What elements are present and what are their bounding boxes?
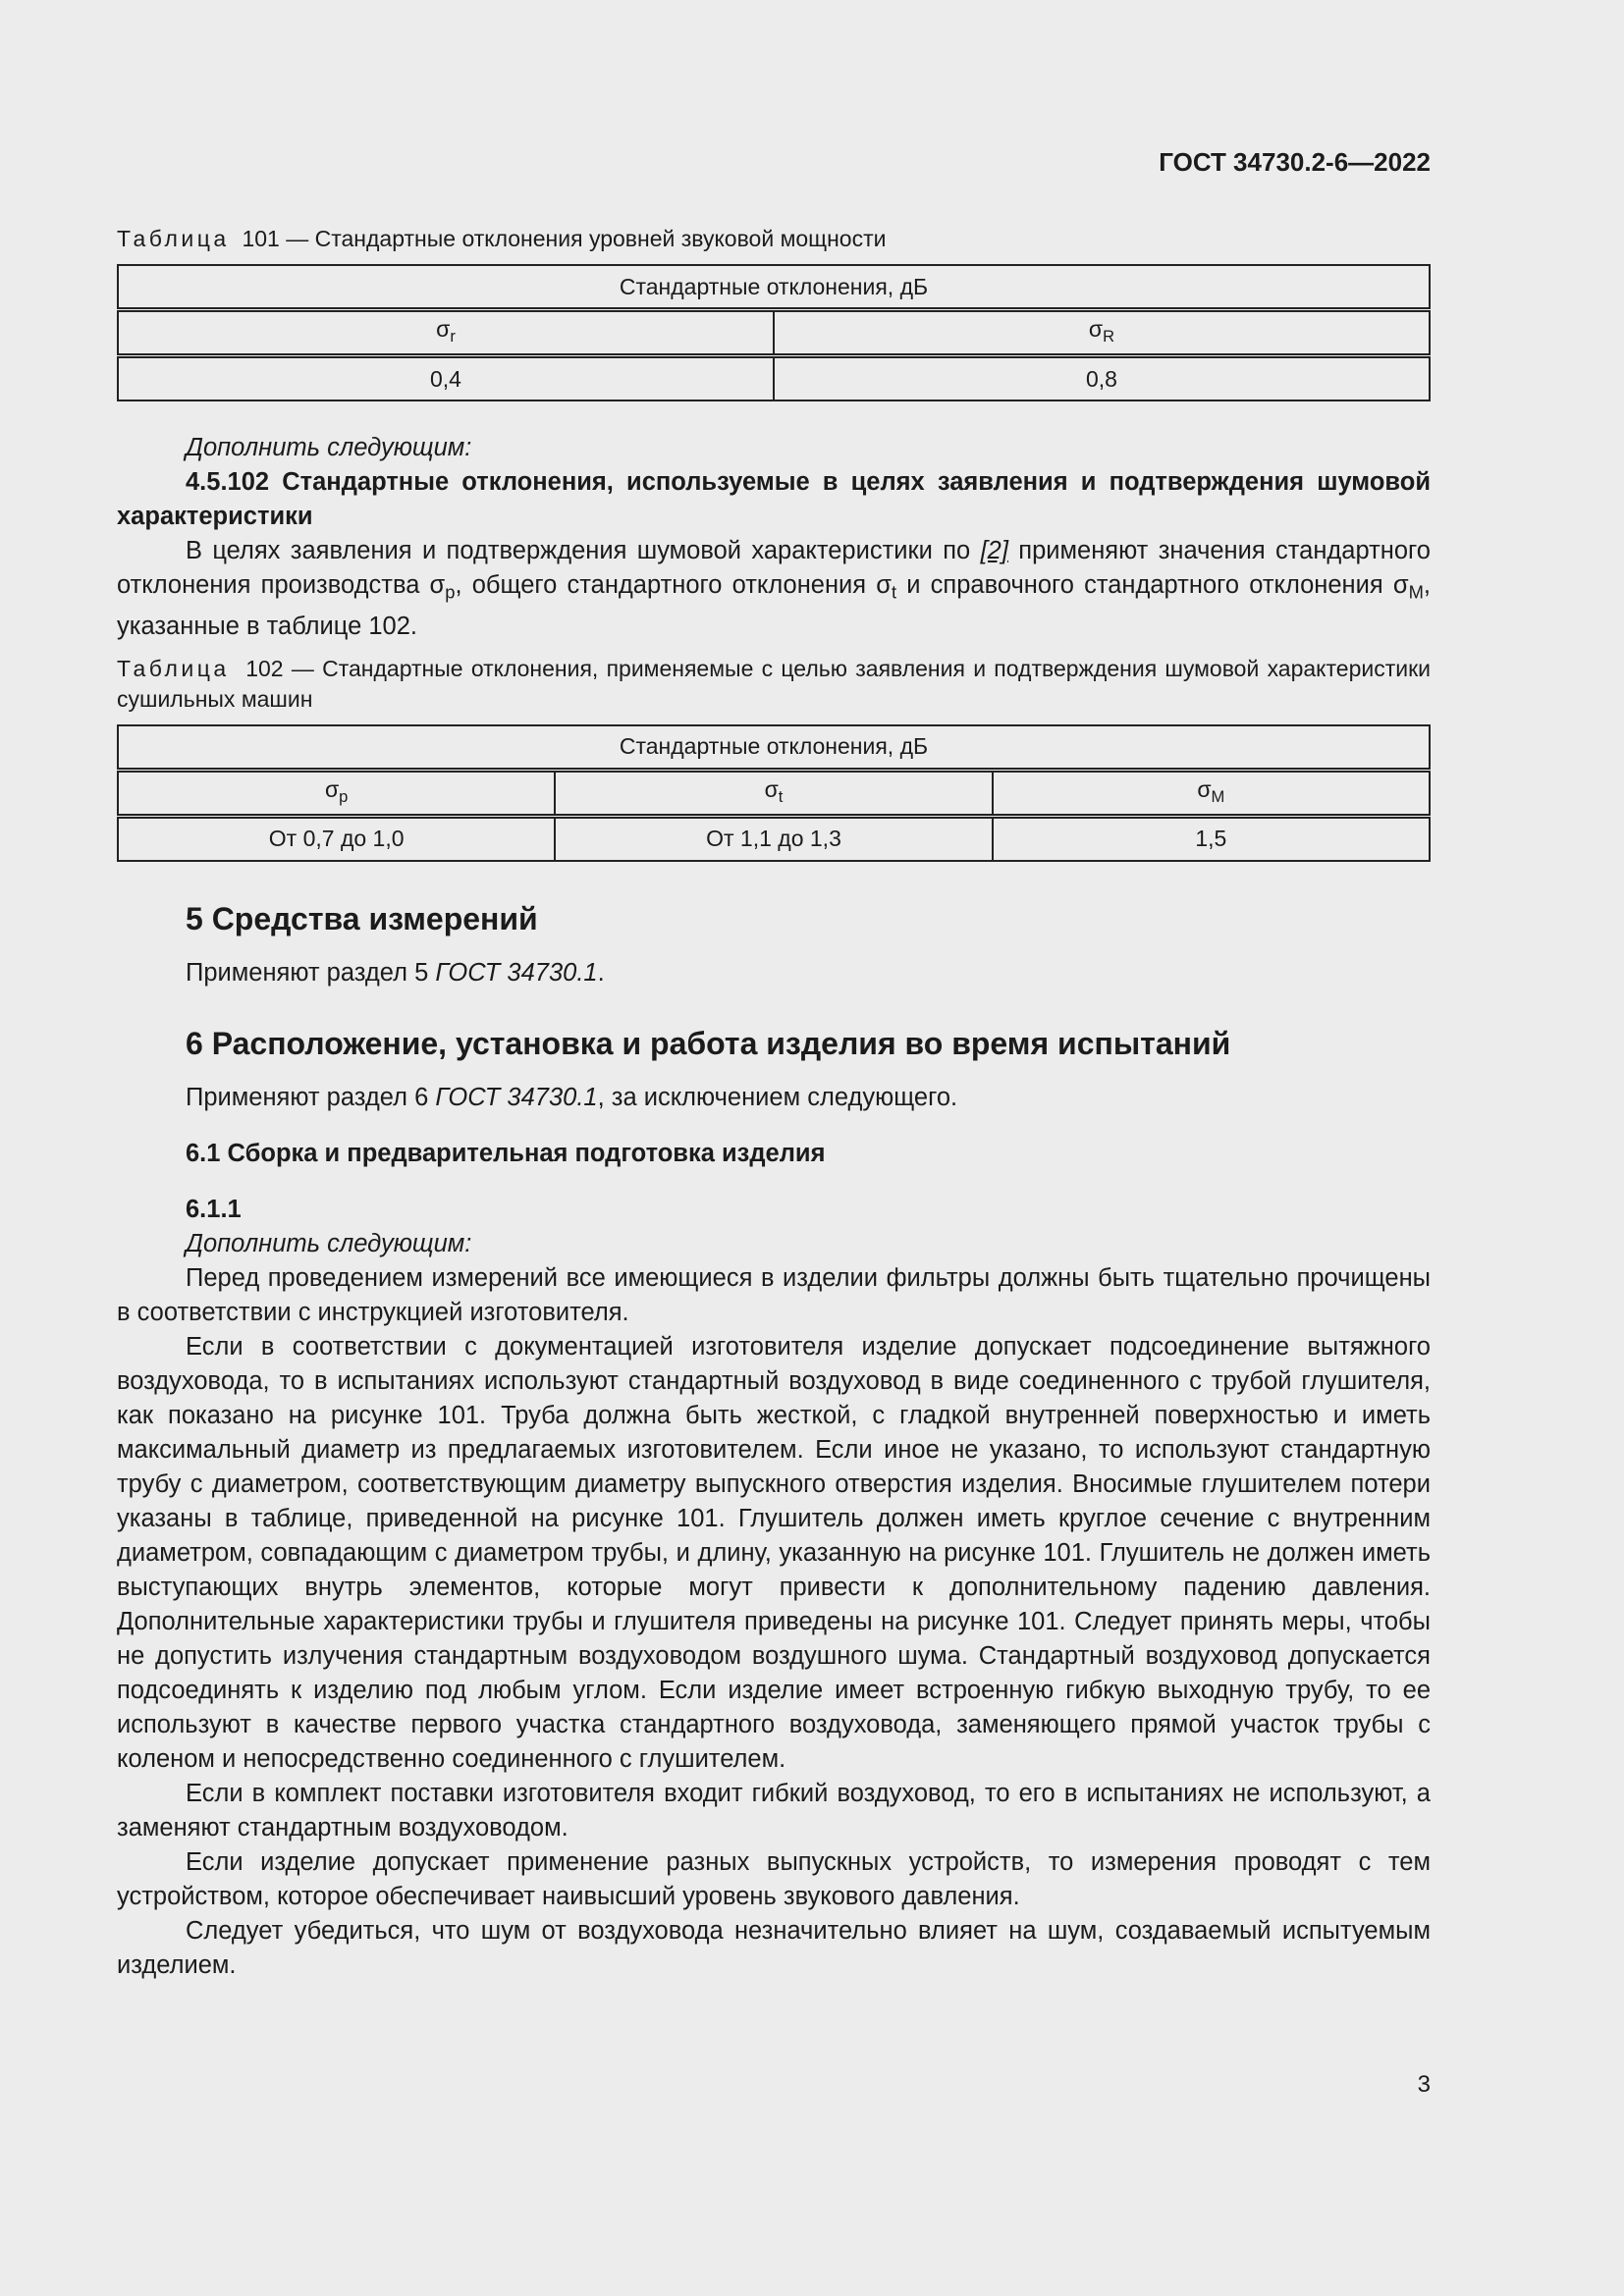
table-102-col-sigma-t: $\sigma_t$: [555, 770, 992, 816]
paragraph: Следует убедиться, что шум от воздуховода незначительно влияет на шум, создаваемый испытуемым изделием.: [117, 1916, 1431, 1979]
table-102-value-sigma-M: 1,5: [993, 816, 1430, 861]
table-101-col-sigma-r: $\sigma_r$: [118, 310, 774, 356]
paragraph: Если в соответствии с документацией изготовителя изделие допускает подсоединение вытяжного воздуховода, то в испытаниях используют стандартный воздуховод в виде соединенного с трубой глушителя, как показано на рисунке 101. Труба должна быть жесткой, с гладкой внутренней поверхностью и иметь максимальный диаметр из предлагаемых изготовителем. Если иное не указано, то используют стандартную трубу с диаметром, соответствующим диаметру выпускного отверстия изделия. Вносимые глушителем потери указаны в таблице, приведенной на рисунке 101. Глушитель должен иметь круглое сечение с внутренним диаметром, совпадающим с диаметром трубы, и длину, указанную на рисунке 101. Глушитель не должен иметь выступающих внутрь элементов, которые могут привести к дополнительному падению давления. Дополнительные характеристики трубы и глушителя приведены на рисунке 101. Следует принять меры, чтобы не допустить излучения стандартным воздуховодом воздушного шума. Стандартный воздуховод допускается подсоединять к изделию под любым углом. Если изделие имеет встроенную гибкую выходную трубу, то ее используют в качестве первого участка стандартного воздуховода, заменяющего прямой участок трубы с коленом и непосредственно соединенного с глушителем.: [117, 1332, 1431, 1773]
table-102-caption-text: 102 — Стандартные отклонения, применяемые с целью заявления и подтверждения шумовой характеристики сушильных машин: [117, 655, 1431, 712]
section-5-text: Применяют раздел 5 ГОСТ 34730.1.: [186, 958, 605, 987]
section-5-heading: 5 Средства измерений: [186, 900, 538, 936]
paragraph: Перед проведением измерений все имеющиеся в изделии фильтры должны быть тщательно прочищены в соответствии с инструкцией изготовителя.: [117, 1263, 1431, 1326]
section-6-heading: 6 Расположение, установка и работа изделия во время испытаний: [186, 1025, 1231, 1061]
table-101-group-header: Стандартные отклонения, дБ: [118, 265, 1430, 310]
section-6-text: Применяют раздел 6 ГОСТ 34730.1, за исключением следующего.: [186, 1083, 958, 1111]
supplement-note: Дополнить следующим:: [186, 434, 472, 461]
table-101-value-sigma-r: 0,4: [118, 356, 774, 401]
table-label: Таблица: [117, 226, 230, 251]
reference-link[interactable]: [2]: [980, 537, 1008, 564]
section-6-1-1-number: 6.1.1: [186, 1195, 242, 1223]
table-102: [117, 724, 1431, 862]
table-102-col-sigma-p: $\sigma_p$: [118, 770, 555, 816]
table-101-col-sigma-R: $\sigma_R$: [774, 310, 1430, 356]
table-102-col-sigma-M: $\sigma_M$: [993, 770, 1430, 816]
table-label: Таблица: [117, 655, 230, 681]
document-id: ГОСТ 34730.2-6—2022: [1159, 147, 1431, 177]
gost-reference: ГОСТ 34730.1: [435, 1083, 598, 1111]
supplement-note: Дополнить следующим:: [186, 1229, 472, 1257]
table-101-value-sigma-R: 0,8: [774, 356, 1430, 401]
section-4-5-102-paragraph: В целях заявления и подтверждения шумовой характеристики по [2] применяют значения стандартного отклонения производства $\sigma_p$, общего стандартного отклонения $\sigma_t$ и справочного стандартного отклонения $\sigma_M$, указанные в таблице 102.: [117, 537, 1431, 640]
table-102-group-header: Стандартные отклонения, дБ: [118, 725, 1430, 771]
table-102-value-sigma-t: От 1,1 до 1,3: [555, 816, 992, 861]
page-content: [117, 224, 1431, 1983]
section-6-1-heading: 6.1 Сборка и предварительная подготовка изделия: [186, 1139, 826, 1167]
paragraph: Если изделие допускает применение разных выпускных устройств, то измерения проводят с тем устройством, которое обеспечивает наивысший уровень звукового давления.: [117, 1847, 1431, 1910]
paragraph: Если в комплект поставки изготовителя входит гибкий воздуховод, то его в испытаниях не используют, а заменяют стандартным воздуховодом.: [117, 1779, 1431, 1842]
table-102-caption: [117, 654, 1431, 715]
table-101-caption-text: 101 — Стандартные отклонения уровней звуковой мощности: [242, 226, 887, 251]
table-101-caption: [117, 224, 1431, 254]
table-101: [117, 264, 1431, 401]
table-102-value-sigma-p: От 0,7 до 1,0: [118, 816, 555, 861]
section-4-5-102-heading: 4.5.102 Стандартные отклонения, используемые в целях заявления и подтверждения шумовой характеристики: [117, 468, 1431, 530]
gost-reference: ГОСТ 34730.1: [435, 958, 598, 987]
page-number: 3: [1417, 2071, 1431, 2098]
